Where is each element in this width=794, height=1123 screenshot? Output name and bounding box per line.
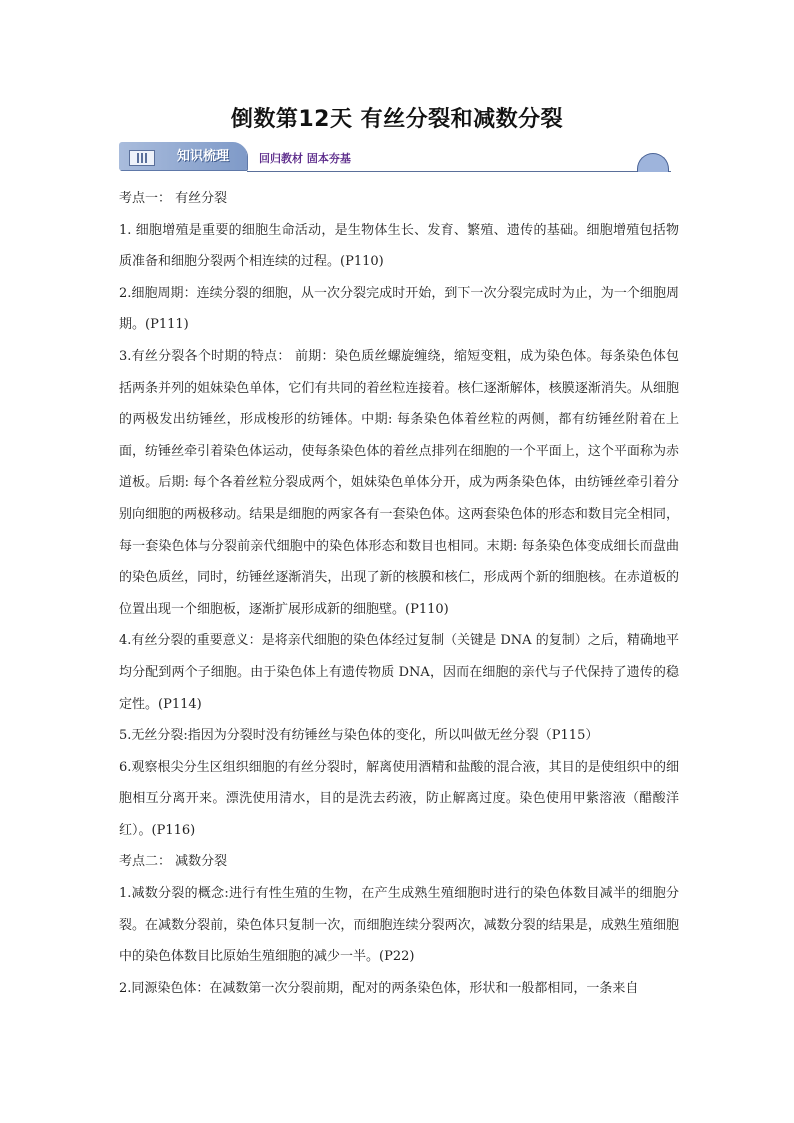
dome-icon [637,153,669,172]
banner-tab-label: 知识梳理 [177,149,230,164]
book-icon [129,150,155,166]
section-heading-1: 考点一： 有丝分裂 [119,191,228,206]
section-banner [119,142,671,176]
paragraph: 2.细胞周期：连续分裂的细胞，从一次分裂完成时开始，到下一次分裂完成时为止，为一个细胞周期。(P111) [119,285,679,333]
paragraph: 1. 细胞增殖是重要的细胞生命活动，是生物体生长、发育、繁殖、遗传的基础。细胞增殖包括物质准备和细胞分裂两个相连续的过程。(P110) [119,222,679,270]
paragraph: 2.同源染色体：在减数第一次分裂前期，配对的两条染色体，形状和一般都相同，一条来自 [119,980,639,996]
paragraph: 1.减数分裂的概念:进行有性生殖的生物，在产生成熟生殖细胞时进行的染色体数目减半的细胞分裂。在减数分裂前，染色体只复制一次，而细胞连续分裂两次，减数分裂的结果是，成熟生殖细胞中的染色体数目比原始生殖细胞的减少一半。(P22) [119,886,679,965]
paragraph: 5.无丝分裂:指因为分裂时没有纺锤丝与染色体的变化，所以叫做无丝分裂（P115） [119,728,599,744]
banner-tab [119,142,247,170]
banner-rule [247,171,671,172]
paragraph: 3.有丝分裂各个时期的特点： 前期：染色质丝螺旋缠绕，缩短变粗，成为染色体。每条染色体包括两条并列的姐妹染色单体，它们有共同的着丝粒连接着。核仁逐渐解体，核膜逐渐消失。从细胞的两极发出纺锤丝，形成梭形的纺锤体。中期: 每条染色体着丝粒的两侧，都有纺锤丝附着在上面，纺锤丝牵引着染色体运动，使每条染色体的着丝点排列在细胞的一个平面上，这个平面称为赤道板。后期: 每个各着丝粒分裂成两个，姐妹染色单体分开，成为两条染色体，由纺锤丝牵引着分别向细胞的两极移动。结果是细胞的两家各有一套染色体。这两套染色体的形态和数目完全相同，每一套染色体与分裂前亲代细胞中的染色体形态和数目也相同。末期: 每条染色体变成细长而盘曲的染色质丝，同时，纺锤丝逐渐消失，出现了新的核膜和核仁，形成两个新的细胞核。在赤道板的位置出现一个细胞板，逐渐扩展形成新的细胞壁。(P110) [119,348,679,617]
paragraph: 4.有丝分裂的重要意义：是将亲代细胞的染色体经过复制（关键是 DNA 的复制）之后，精确地平均分配到两个子细胞。由于染色体上有遗传物质 DNA，因而在细胞的亲代与子代保持了遗传的稳定性。(P114) [119,633,679,712]
body-text [119,183,679,1004]
section-heading-2: 考点二： 减数分裂 [119,854,228,870]
page-title: 倒数第12天 有丝分裂和减数分裂 [230,107,564,132]
paragraph: 6.观察根尖分生区组织细胞的有丝分裂时，解离使用酒精和盐酸的混合液，其目的是使组织中的细胞相互分离开来。漂洗使用清水，目的是洗去药液，防止解离过度。染色使用甲紫溶液（醋酸洋红）。(P116) [119,759,679,838]
banner-subtitle: 回归教材 固本夯基 [259,152,351,165]
